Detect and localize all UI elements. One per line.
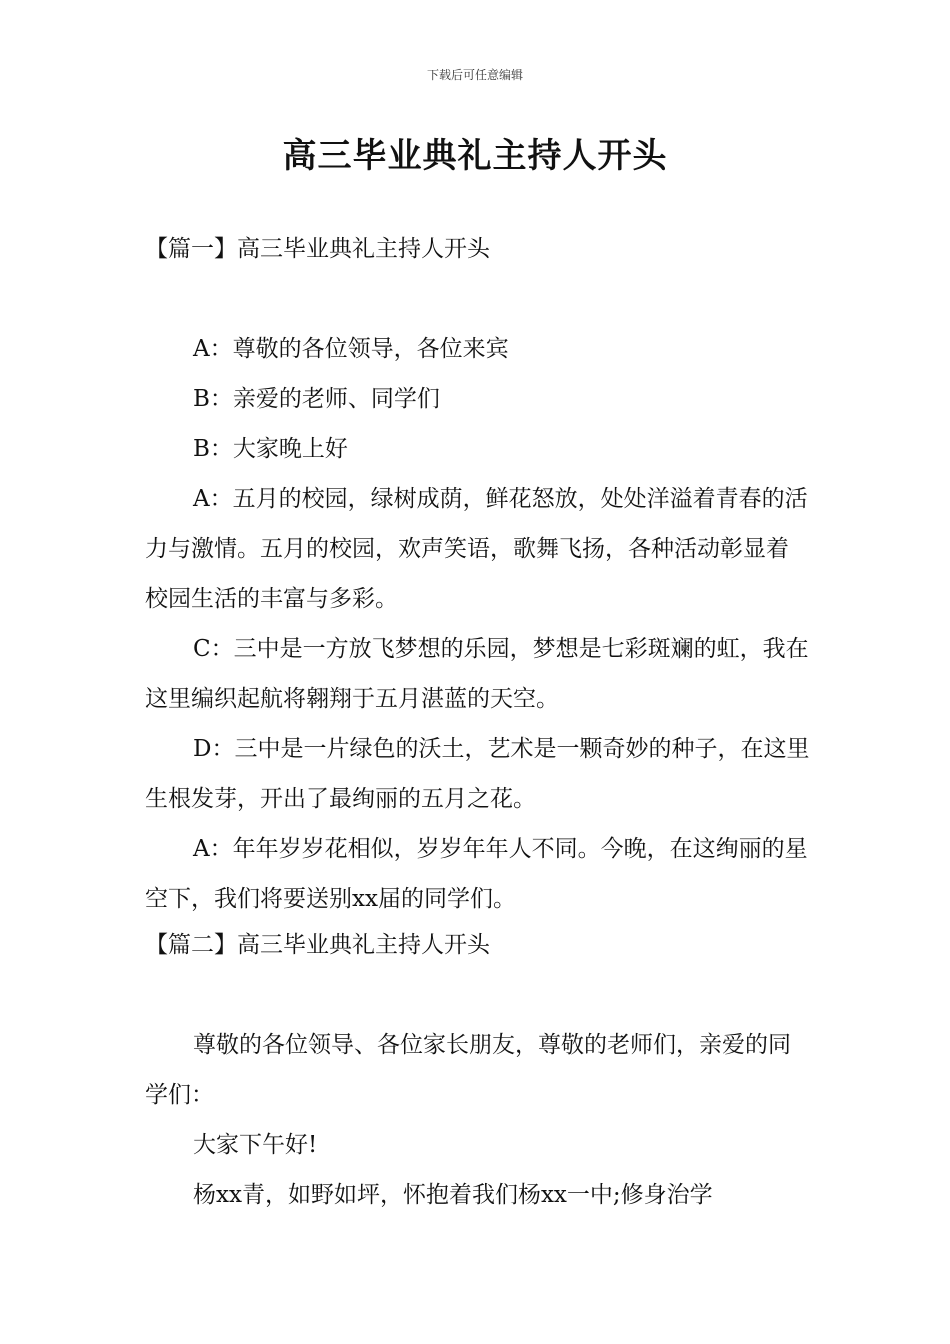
section-body-2 (145, 1020, 810, 1220)
paragraph: 杨xx青，如野如坪，怀抱着我们杨xx一中;修身治学 (193, 1182, 713, 1208)
paragraph: 大家下午好! (193, 1132, 318, 1158)
paragraph: A：年年岁岁花相似，岁岁年年人不同。今晚，在这绚丽的星空下，我们将要送别xx届的同学们。 (145, 836, 808, 912)
paragraph: D：三中是一片绿色的沃土，艺术是一颗奇妙的种子，在这里生根发芽，开出了最绚丽的五月之花。 (145, 736, 810, 812)
paragraph: C：三中是一方放飞梦想的乐园，梦想是七彩斑斓的虹，我在这里编织起航将翱翔于五月湛蓝的天空。 (145, 636, 809, 712)
section-heading-1: 【篇一】高三毕业典礼主持人开头 (145, 236, 490, 262)
paragraph: A：尊敬的各位领导，各位来宾 (193, 336, 509, 362)
paragraph: B：亲爱的老师、同学们 (193, 386, 440, 412)
section-heading-2: 【篇二】高三毕业典礼主持人开头 (145, 932, 490, 958)
section-body-1 (145, 324, 810, 924)
document-title: 高三毕业典礼主持人开头 (282, 136, 668, 176)
paragraph: A：五月的校园，绿树成荫，鲜花怒放，处处洋溢着青春的活力与激情。五月的校园，欢声笑语，歌舞飞扬，各种活动彰显着校园生活的丰富与多彩。 (145, 486, 808, 612)
paragraph: B：大家晚上好 (193, 436, 348, 462)
paragraph: 尊敬的各位领导、各位家长朋友，尊敬的老师们，亲爱的同学们： (145, 1032, 791, 1108)
header-note: 下载后可任意编辑 (426, 68, 523, 82)
